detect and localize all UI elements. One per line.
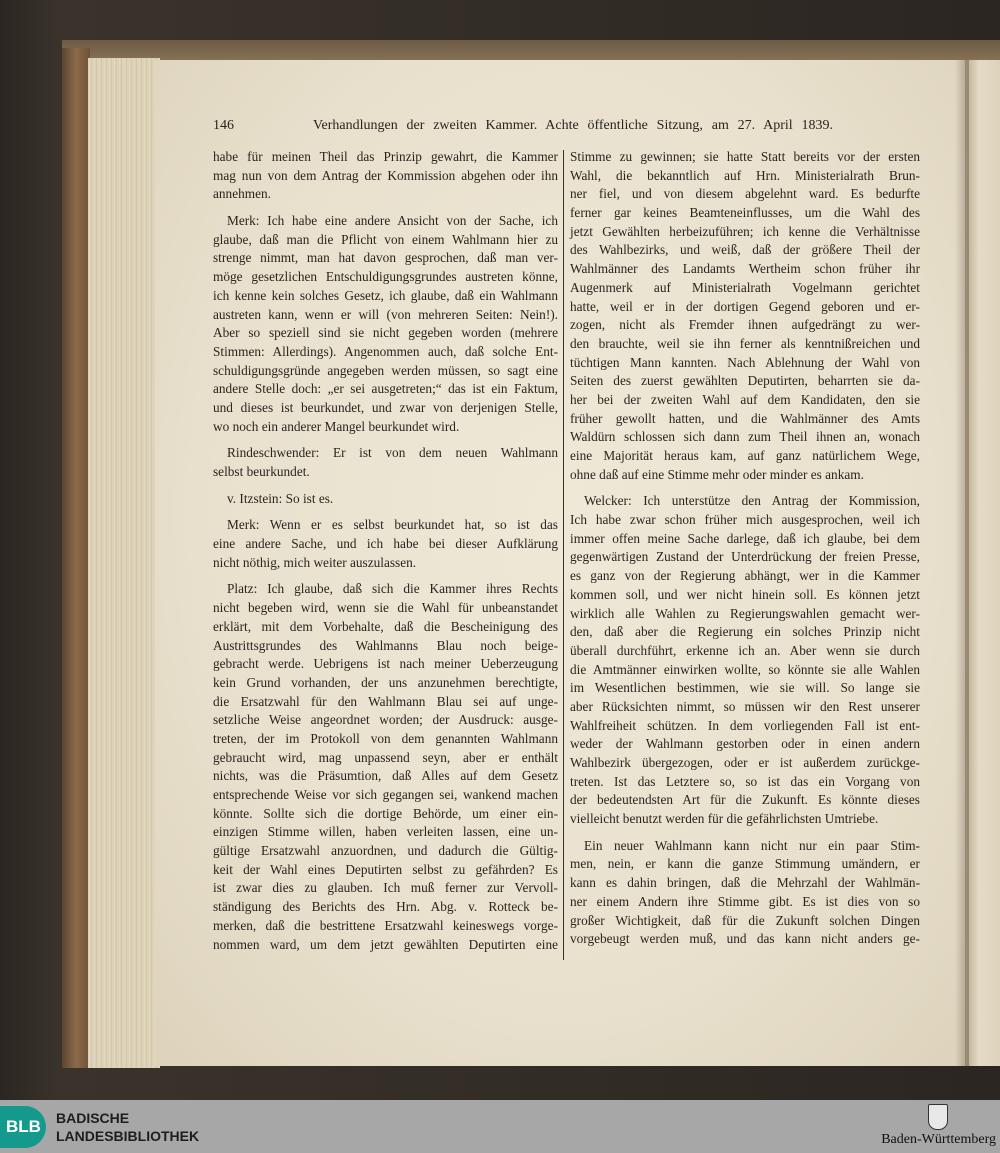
text-line: der bedeutendsten Art für die Zukunft. Es könnte dieses	[570, 792, 920, 808]
text-line: Merk: Ich habe eine andere Ansicht von der Sache, ich	[227, 213, 558, 229]
page-gutter-shadow	[955, 60, 969, 1066]
blb-logo[interactable]: BLB	[0, 1106, 46, 1148]
text-line: Seiten des zuerst gewählten Deputirten, beharrten sie da-	[570, 373, 920, 389]
text-line: nichts, was die Präsumtion, daß Alles auf dem Gesetz	[213, 768, 558, 784]
text-line: Wahl, die bekanntlich auf Hrn. Ministerialrath Brun-	[570, 167, 920, 183]
library-name	[56, 1109, 199, 1145]
book-cover-spine	[62, 48, 90, 1068]
text-line: kann es dahin bringen, daß die Mehrzahl der Wahlmän-	[570, 875, 920, 891]
text-line: wirklich alle Wahlen zu Regierungswahlen gemacht wer-	[570, 605, 920, 621]
paragraph	[570, 837, 920, 949]
text-line: treten, der im Protokoll von dem genannten Wahlmann	[213, 730, 558, 746]
text-line: großer Wichtigkeit, daß für die Zukunft solchen Dingen	[570, 912, 920, 928]
text-line: gültige Ersatzwahl anzuordnen, und dadurch die Gültig-	[213, 843, 558, 859]
next-page-edge	[965, 60, 1000, 1066]
text-line: jetzt Gewählten herbeizuführen; ich kenne die Verhältnisse	[570, 223, 920, 239]
paragraph	[213, 490, 558, 509]
text-line: erklärt, mit dem Vorbehalte, daß die Bescheinigung des	[213, 618, 558, 634]
text-line: wo noch ein anderer Mangel beurkundet wird.	[213, 418, 460, 434]
text-line: im Wesentlichen bestimmen, wie sie will. So lange sie	[570, 680, 920, 696]
text-line: Wahlmänner des Landamts Wertheim schon früher ihr	[570, 261, 920, 277]
text-line: strenge nimmt, man hat davon gesprochen, daß man ver-	[213, 250, 558, 266]
text-line: merken, daß die bestrittene Ersatzwahl keineswegs vorge-	[213, 917, 558, 933]
text-line: Aber so speziell sind sie nicht gegeben worden (mehrere	[213, 325, 558, 341]
text-line: v. Itzstein: So ist es.	[227, 490, 334, 506]
page-header	[213, 118, 833, 138]
text-line: Wahlfreiheit schützen. In dem vorliegenden Fall ist ent-	[570, 717, 920, 733]
text-line: zogen, nicht als Fremder ihnen aufgedrängt zu wer-	[570, 317, 920, 333]
text-line: überall durchführt, erkenne ich an. Aber wenn sie durch	[570, 642, 920, 658]
state-name: Baden-Württemberg	[881, 1132, 996, 1147]
text-line: Augenmerk auf Ministerialrath Vogelmann gerichtet	[570, 279, 920, 295]
text-line: ist zwar dies zu glauben. Ich muß ferner zur Vervoll-	[213, 880, 558, 896]
text-line: kein Grund vorhanden, der uns anzunehmen berechtigte,	[213, 674, 558, 690]
text-line: treten. Ist das Letztere so, so ist das ein Vorgang von	[570, 773, 920, 789]
text-line: habe für meinen Theil das Prinzip gewahrt, die Kammer	[213, 149, 558, 164]
text-line: entsprechende Weise vor sich gegangen sei, wankend machen	[213, 787, 558, 802]
text-line: aber Rücksichten nimmt, so müssen wir den Rest unserer	[570, 698, 920, 714]
text-line: gebraucht wird, mag unpassend seyn, aber er enthält	[213, 749, 558, 765]
text-line: und dieses ist beurkundet, und zwar von derjenigen Stelle,	[213, 399, 558, 415]
paragraph	[213, 580, 558, 954]
text-line: Rindeschwender: Er ist von dem neuen Wahlmann	[227, 445, 558, 461]
text-line: es ganz von der Regierung abhängt, wer in die Kammer	[570, 568, 920, 584]
text-line: gegenwärtigen Zustand der Unterdrückung der freien Presse,	[570, 549, 920, 565]
text-column-left	[213, 148, 558, 962]
text-line: schuldigungsgründe angegeben werden müssen, so sagt eine	[213, 362, 558, 378]
coat-of-arms-icon	[928, 1104, 948, 1130]
text-line: Stimmen: Allerdings). Angenommen auch, daß solche Ent-	[213, 343, 558, 359]
text-line: keit der Wahl eines Deputirten selbst zu gefährden? Es	[213, 861, 558, 877]
footer-bar	[0, 1100, 1000, 1153]
paragraph	[570, 148, 920, 484]
text-line: ferner gar keines Beamteneinflusses, um die Wahl des	[570, 205, 920, 221]
text-line: früher gewollt hatten, und die Wahlmänner des Amts	[570, 410, 920, 426]
text-line: tüchtigen Mann kannten. Nach Ablehnung der Wahl von	[570, 354, 920, 370]
text-line: ner fiel, und von diesem abgelehnt ward. Es bedurfte	[570, 186, 920, 202]
text-line: ich kenne kein solches Gesetz, ich glaube, daß ein Wahlmann	[213, 287, 558, 303]
text-line: ohne daß auf eine Stimme mehr oder minder es ankam.	[570, 466, 864, 482]
text-line: her bei der zweiten Wahl auf dem Kandidaten, den sie	[570, 391, 920, 407]
text-line: andere Stelle doch: „er sei ausgetreten;“ das ist ein Faktum,	[213, 381, 558, 397]
text-line: men, nein, er kann die ganze Stimmung umändern, er	[570, 856, 920, 872]
text-line: Stimme zu gewinnen; sie hatte Statt bereits vor der ersten	[570, 149, 920, 164]
text-line: Austrittsgrundes des Wahlmanns Blau noch beige-	[213, 637, 558, 653]
text-line: Platz: Ich glaube, daß sich die Kammer ihres Rechts	[227, 581, 558, 597]
text-line: weder der Wahlmann gestorben oder in einen andern	[570, 736, 920, 752]
running-title: Verhandlungen der zweiten Kammer. Achte öffentliche Sitzung, am 27. April 1839.	[313, 118, 833, 133]
text-line: vielleicht benutzt werden für die gefährlichsten Umtriebe.	[570, 811, 879, 827]
text-line: einzigen Stimme willen, haben verleiten lassen, eine un-	[213, 824, 558, 840]
text-line: Wahlbezirk übergezogen, oder er ist außerdem zurückge-	[570, 755, 920, 770]
text-line: Merk: Wenn er es selbst beurkundet hat, so ist das	[227, 517, 558, 533]
text-line: Welcker: Ich unterstütze den Antrag der Kommission,	[584, 493, 920, 509]
text-line: könnte. Sollte sich die dortige Behörde, um einer ein-	[213, 805, 558, 821]
text-column-right	[570, 148, 920, 957]
text-line: des Wahlbezirks, und weiß, daß der größere Theil der	[570, 242, 920, 258]
text-line: den brauchte, weil sie ihn ferner als kenntnißreichen und	[570, 335, 920, 351]
text-line: kommen soll, und wer nicht hinein soll. Es können jetzt	[570, 586, 920, 602]
text-line: die Ersatzwahl für den Wahlmann Blau sei auf unge-	[213, 693, 558, 709]
paragraph	[213, 212, 558, 436]
text-line: nommen ward, um dem jetzt gewählten Deputirten eine	[213, 936, 558, 952]
text-line: gebracht werde. Uebrigens ist nach meiner Ueberzeugung	[213, 656, 558, 672]
text-line: ständigung des Berichts des Hrn. Abg. v. Rotteck be-	[213, 899, 558, 915]
paragraph	[213, 148, 558, 204]
text-line: Ich habe zwar schon früher mich ausgesprochen, weil ich	[570, 512, 920, 528]
text-line: den, daß aber die Regierung ein solches Prinzip nicht	[570, 624, 920, 640]
column-divider	[563, 150, 564, 960]
text-line: nicht nöthig, mich weiter auszulassen.	[213, 554, 417, 570]
text-line: ner einem Andern ihre Stimme gibt. Es ist dies von so	[570, 893, 920, 909]
text-line: annehmen.	[213, 186, 271, 202]
paragraph	[213, 444, 558, 481]
page-edges	[88, 58, 160, 1068]
text-line: hatte, weil er in der dortigen Gegend geboren und er-	[570, 298, 920, 314]
text-line: immer offen meine Sache darlege, daß ich glaube, bei dem	[570, 530, 920, 546]
text-line: setzliche Weise angeordnet worden; der Ausdruck: ausge-	[213, 712, 558, 728]
paragraph	[570, 492, 920, 828]
text-line: selbst beurkundet.	[213, 464, 310, 479]
page-number: 146	[213, 118, 234, 133]
text-line: eine Majorität heraus kam, auf ganz natürlichem Wege,	[570, 448, 920, 463]
library-name-line2: LANDESBIBLIOTHEK	[56, 1128, 200, 1144]
text-line: austreten kann, wenn er will (von mehreren Seiten: Nein!).	[213, 306, 558, 322]
text-line: Waldürn schlossen sich dann zum Theil ihnen an, wonach	[570, 429, 920, 445]
paragraph	[213, 516, 558, 572]
text-line: vorgebeugt werden muß, und das kann nicht anders ge-	[570, 931, 920, 947]
text-line: möge gesetzlichen Entschuldigungsgrundes austreten könne,	[213, 269, 558, 285]
text-line: eine andere Sache, und ich habe bei dieser Aufklärung	[213, 536, 558, 552]
text-line: mag nun von dem Antrag der Kommission abgehen oder ihn	[213, 167, 558, 183]
text-line: Ein neuer Wahlmann kann nicht nur ein paar Stim-	[584, 837, 920, 853]
text-line: nicht begeben wird, wenn sie die Wahl für unbeanstandet	[213, 600, 558, 616]
text-line: glaube, daß man die Pflicht von einem Wahlmann hier zu	[213, 231, 558, 247]
library-name-line1: BADISCHE	[56, 1110, 130, 1126]
text-line: die Amtmänner einwirken wollte, so könnte sie alle Wahlen	[570, 661, 920, 677]
